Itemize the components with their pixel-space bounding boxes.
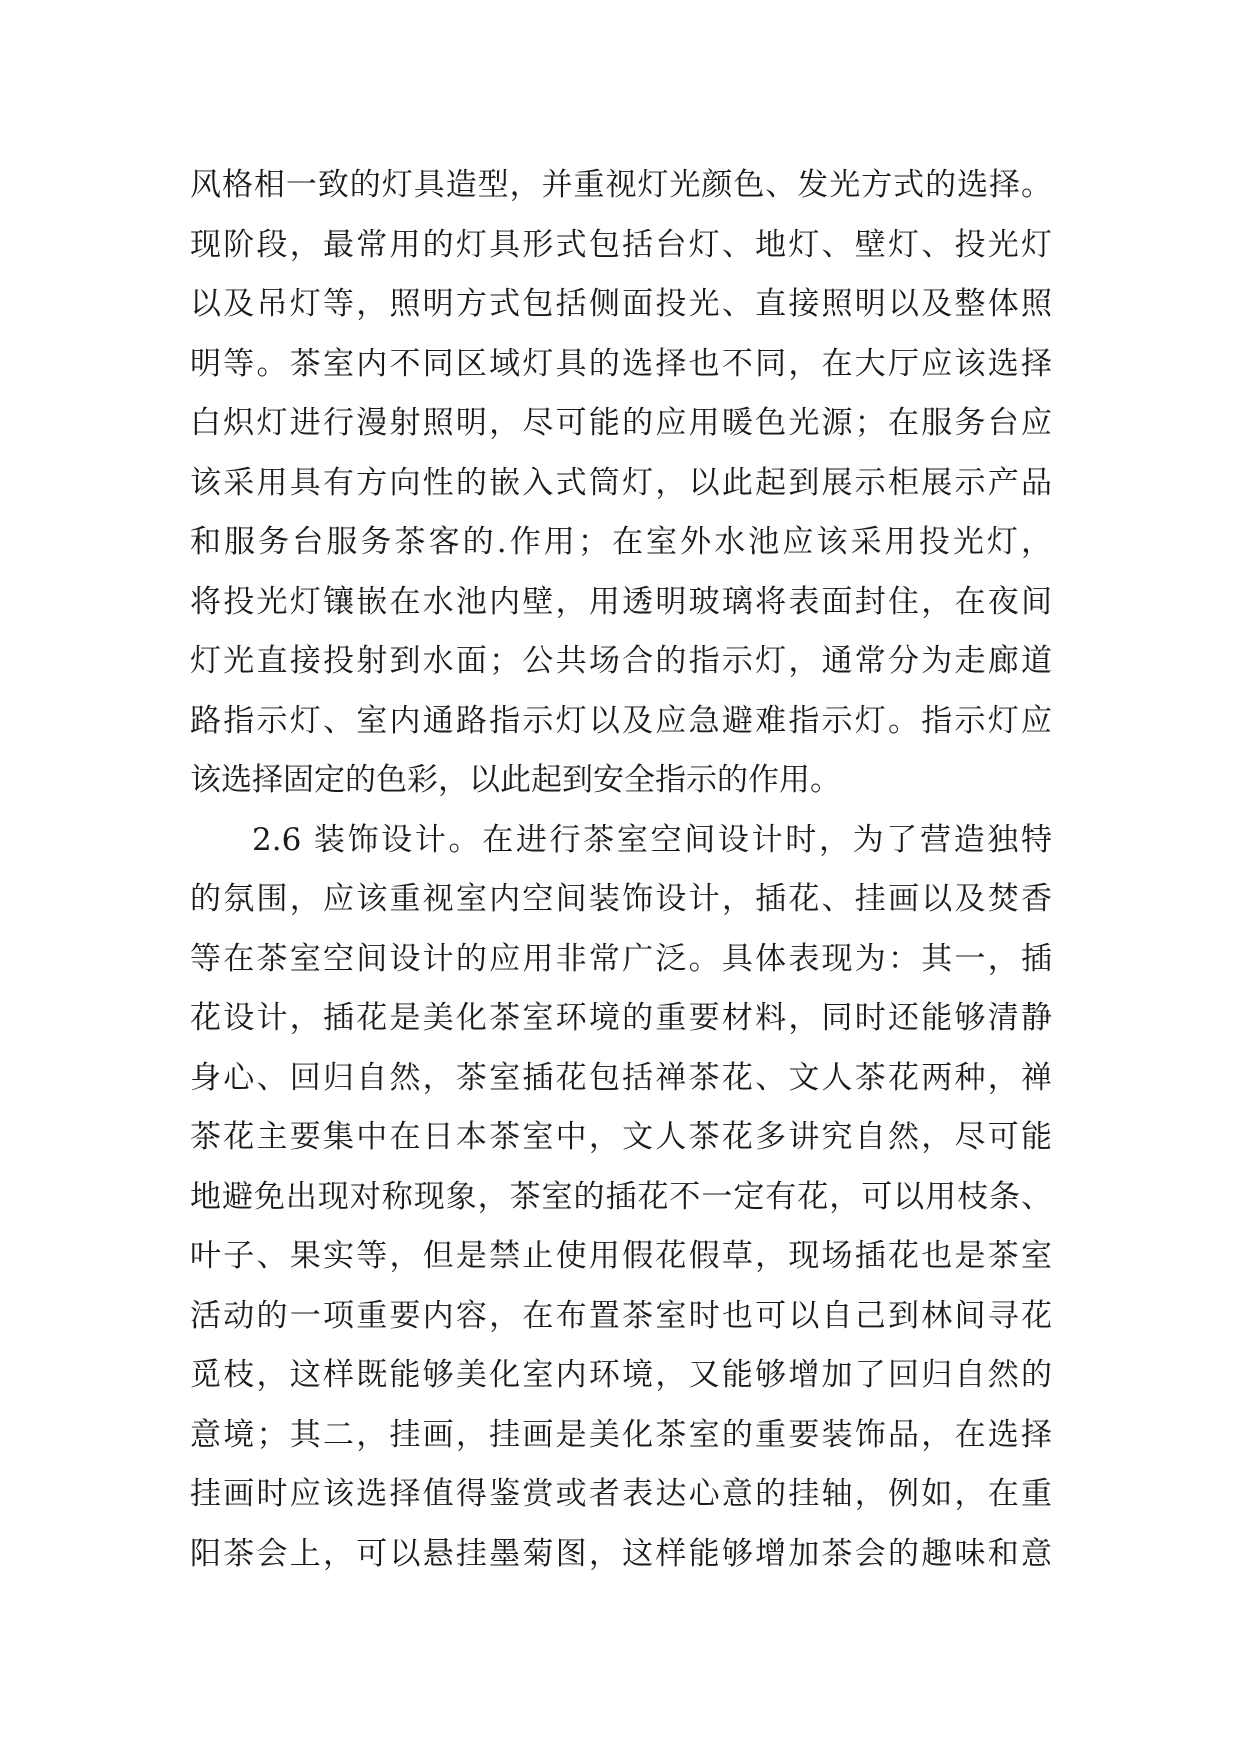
text-line: 地避免出现对称现象，茶室的插花不一定有花，可以用枝条、 xyxy=(190,1178,1052,1215)
text-line: 明等。茶室内不同区域灯具的选择也不同，在大厅应该选择 xyxy=(190,345,1052,382)
text-line: 等在茶室空间设计的应用非常广泛。具体表现为：其一，插 xyxy=(190,940,1052,977)
text-line: 觅枝，这样既能够美化室内环境，又能够增加了回归自然的 xyxy=(190,1357,1052,1393)
text-line: 的氛围，应该重视室内空间装饰设计，插花、挂画以及焚香 xyxy=(190,881,1052,917)
text-line: 以及吊灯等，照明方式包括侧面投光、直接照明以及整体照 xyxy=(190,286,1052,322)
text-line: 阳茶会上，可以悬挂墨菊图，这样能够增加茶会的趣味和意 xyxy=(190,1535,1052,1572)
text-line: 路指示灯、室内通路指示灯以及应急避难指示灯。指示灯应 xyxy=(190,702,1052,739)
text-line: 挂画时应该选择值得鉴赏或者表达心意的挂轴，例如，在重 xyxy=(190,1476,1052,1512)
text-line: 和服务台服务茶客的.作用；在室外水池应该采用投光灯， xyxy=(190,524,1052,560)
section-heading-line: 2.6 装饰设计。在进行茶室空间设计时，为了营造独特 xyxy=(252,821,1052,858)
body-text xyxy=(190,156,1052,1584)
text-line: 叶子、果实等，但是禁止使用假花假草，现场插花也是茶室 xyxy=(190,1238,1052,1274)
text-line: 花设计，插花是美化茶室环境的重要材料，同时还能够清静 xyxy=(190,1000,1052,1036)
text-line: 茶花主要集中在日本茶室中，文人茶花多讲究自然，尽可能 xyxy=(190,1119,1052,1155)
text-line: 白炽灯进行漫射照明，尽可能的应用暖色光源；在服务台应 xyxy=(190,405,1052,441)
text-line: 灯光直接投射到水面；公共场合的指示灯，通常分为走廊道 xyxy=(190,643,1052,679)
text-line: 意境；其二，挂画，挂画是美化茶室的重要装饰品，在选择 xyxy=(190,1416,1052,1453)
text-line: 现阶段，最常用的灯具形式包括台灯、地灯、壁灯、投光灯 xyxy=(190,226,1052,263)
text-line: 将投光灯镶嵌在水池内壁，用透明玻璃将表面封住，在夜间 xyxy=(190,583,1052,620)
text-line: 风格相一致的灯具造型，并重视灯光颜色、发光方式的选择。 xyxy=(190,167,1052,203)
text-line: 该采用具有方向性的嵌入式筒灯，以此起到展示柜展示产品 xyxy=(190,464,1052,501)
text-line: 该选择固定的色彩，以此起到安全指示的作用。 xyxy=(190,762,841,798)
text-line: 身心、回归自然，茶室插花包括禅茶花、文人茶花两种，禅 xyxy=(190,1059,1052,1096)
text-line: 活动的一项重要内容，在布置茶室时也可以自己到林间寻花 xyxy=(190,1297,1052,1334)
